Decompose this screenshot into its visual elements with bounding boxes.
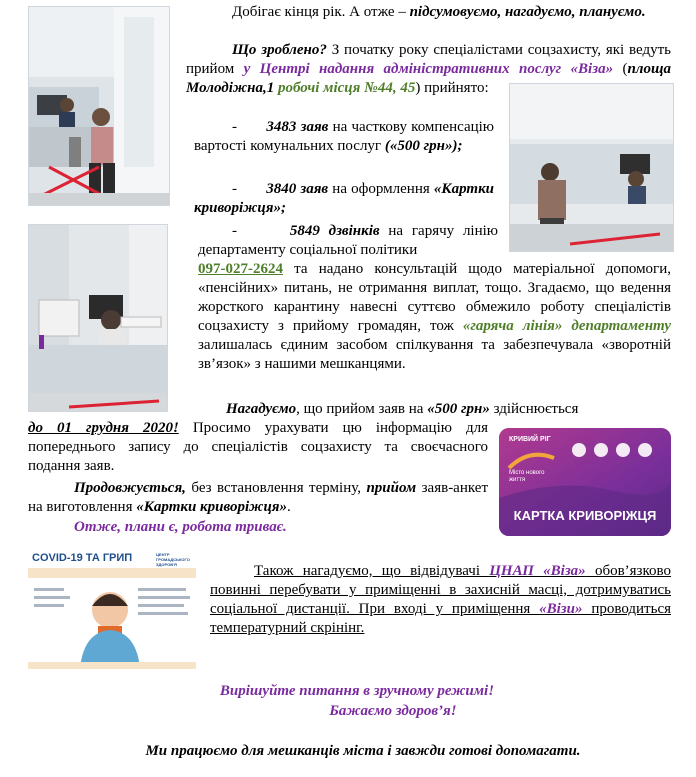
- list-item: - 3840 заяв на оформлення «Картки криворіжця»;: [194, 181, 495, 216]
- office-photo-2: [28, 224, 168, 412]
- hotline-paragraph: 097-027-2624 та надано консультацій щодо матеріальної допомоги, «пенсійних» питань, не отримання виплат, тощо. Згадаємо, що ведення жорсткого карантину навесні суттєво обмежило роботу спеціалістів соцзахисту з прийому громадян, тож «гаряча лінія» департаменту залишалась єдиним засобом спілкування та забезпечувала «зворотній зв’язок» з нашими мешканцями.: [198, 261, 671, 372]
- done-text-3: ) прийнято:: [415, 80, 489, 96]
- poster-title: COVID-19 ТА ГРИП: [32, 552, 133, 564]
- deadline: до 01 грудня 2020!: [28, 420, 179, 436]
- done-text-2: (: [613, 61, 628, 77]
- remind-word: Нагадуємо: [226, 401, 297, 417]
- mask-paragraph: Також нагадуємо, що відвідувачі ЦНАП «Віза» обов’язково повинні перебувати у приміщенні в захисній масці, дотримуватись соціальної дистанції. При вході у приміщення «Візи» проводиться температурний скрінінг.: [210, 563, 671, 636]
- remind-sum: «500 грн»: [427, 401, 490, 417]
- continue-paragraph: Продовжується, без встановлення терміну, прийом заяв-анкет на виготовлення «Картки криворіжця».: [28, 480, 488, 515]
- done-text-1: З початку року спеціалістами соцзахисту, які ведуть прийом: [186, 42, 671, 77]
- office-photo-1: [28, 6, 170, 206]
- done-paragraph: [186, 41, 671, 98]
- plans-line: Отже, плани є, робота триває.: [74, 519, 287, 535]
- viza-name: «Візи»: [539, 601, 583, 617]
- card-name: «Картки криворіжця»: [136, 499, 288, 515]
- list-item: - 3483 заяв на часткову компенсацію вартості комунальних послуг («500 грн»);: [194, 119, 495, 154]
- poster-org: ЦЕНТР ГРОМАДСЬКОГО ЗДОРОВ'Я: [156, 552, 190, 567]
- remind-paragraph: до 01 грудня 2020! Просимо урахувати цю інформацію для попереднього запису до спеціалістів соцзахисту та своєчасного подання заяв.: [28, 420, 488, 474]
- center-name: у Центрі надання адміністративних послуг «Віза»: [243, 61, 614, 77]
- item-number: 5849 дзвінків: [289, 223, 380, 239]
- covid-poster-image: [28, 548, 196, 669]
- done-question: Що зроблено?: [232, 42, 327, 58]
- item-number: 3483 заяв: [266, 119, 329, 135]
- phone-link[interactable]: 097-027-2624: [198, 261, 283, 277]
- closing-line-1: Вирішуйте питання в зручному режимі!: [219, 683, 495, 699]
- city-card-image: [499, 428, 671, 536]
- card-label: КАРТКА КРИВОРІЖЦЯ: [513, 508, 657, 523]
- desks: робочі місця №44, 45: [277, 80, 416, 96]
- continue-word: Продовжується,: [74, 480, 186, 496]
- closing-line-2: Бажаємо здоров’я!: [329, 703, 457, 719]
- footer-line: Ми працюємо для мешканців міста і завжди готові допомагати.: [145, 743, 581, 759]
- hotline-name: «гаряча лінія» департаменту: [462, 318, 671, 334]
- intro-emphasis: підсумовуємо, нагадуємо, плануємо.: [409, 4, 646, 20]
- intro-plain: Добігає кінця рік. А отже –: [232, 4, 410, 20]
- address: площа Молодіжна,1: [186, 61, 671, 96]
- item-number: 3840 заяв: [266, 181, 329, 197]
- office-photo-3: [509, 83, 674, 252]
- intro-paragraph: [186, 3, 671, 22]
- card-brand-sub: Місто нового життя: [509, 470, 545, 483]
- card-brand: КРИВИЙ РІГ: [509, 436, 551, 443]
- remind-line: Нагадуємо, що прийом заяв на «500 грн» здійснюється: [226, 401, 579, 417]
- cnap-name: ЦНАП «Віза»: [489, 563, 586, 579]
- list-item: - 5849 дзвінків на гарячу лінію департаменту соціальної політики: [198, 223, 498, 258]
